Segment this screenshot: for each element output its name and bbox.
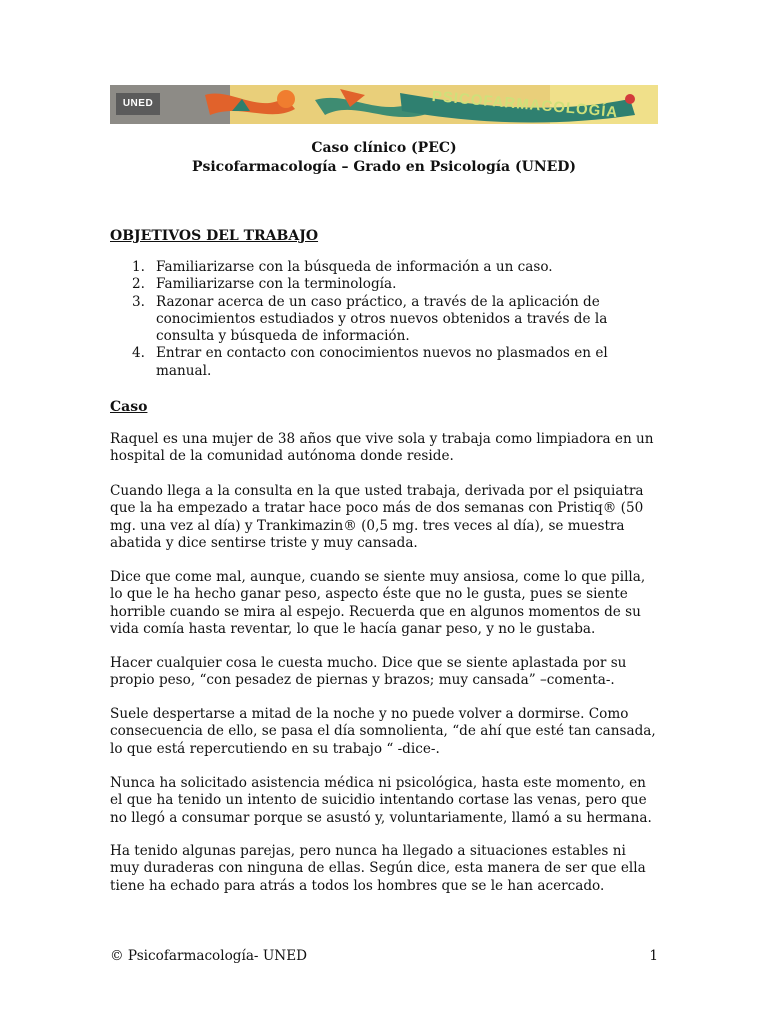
footer-copyright: © Psicofarmacología- UNED	[110, 948, 308, 964]
document-title: Caso clínico (PEC)	[311, 140, 457, 156]
case-paragraph: Hacer cualquier cosa le cuesta mucho. Dice que se siente aplastada por su propio peso, “con pesadez de piernas y brazos; muy cansada” –comenta-.	[110, 655, 627, 689]
list-item-text: Razonar acerca de un caso práctico, a través de la aplicación de conocimientos estudiados y otros nuevos obtenidos a través de la consulta y búsqueda de información.	[156, 293, 608, 345]
case-paragraph: Raquel es una mujer de 38 años que vive sola y trabaja como limpiadora en un hospital de la comunidad autónoma donde reside.	[110, 431, 654, 465]
case-paragraph: Suele despertarse a mitad de la noche y no puede volver a dormirse. Como consecuencia de ello, se pasa el día somnolienta, “de ahí que esté tan cansada, lo que está repercutiendo en su trabajo “ -dice-.	[110, 706, 656, 757]
list-item	[110, 294, 658, 346]
case-paragraph: Dice que come mal, aunque, cuando se siente muy ansiosa, come lo que pilla, lo que le ha hecho ganar peso, aspecto éste que no le gusta, pues se siente horrible cuando se mira al espejo. Recuerda que en algunos momentos de su vida comía hasta reventar, lo que le hacía ganar peso, y no le gustaba.	[110, 569, 646, 637]
list-item-text: Familiarizarse con la búsqueda de información a un caso.	[156, 259, 553, 275]
list-number: 1.	[132, 259, 145, 275]
header-banner	[110, 85, 658, 124]
banner-word: PSICOFARMACOLOGÍA	[431, 87, 619, 122]
objectives-list	[110, 259, 658, 380]
case-paragraph: Cuando llega a la consulta en la que usted trabaja, derivada por el psiquiatra que la ha empezado a tratar hace poco más de dos semanas con Pristiq® (50 mg. una vez al día) y Trankimazin® (0,5 mg. tres veces al día), se muestra abatida y dice sentirse triste y muy cansada.	[110, 483, 644, 551]
objectives-heading: OBJETIVOS DEL TRABAJO	[110, 228, 319, 244]
list-number: 2.	[132, 276, 145, 293]
page-number: 1	[649, 948, 658, 964]
list-item	[110, 345, 658, 380]
list-number: 3.	[132, 293, 145, 310]
list-item-text: Familiarizarse con la terminología.	[156, 276, 397, 293]
case-paragraph: Nunca ha solicitado asistencia médica ni psicológica, hasta este momento, en el que ha tenido un intento de suicidio intentando cortase las venas, pero que no llegó a consumar porque se asustó y, voluntariamente, llamó a su hermana.	[110, 775, 652, 826]
case-paragraph: Ha tenido algunas parejas, pero nunca ha llegado a situaciones estables ni muy duraderas con ninguna de ellas. Según dice, esta manera de ser que ella tiene ha echado para atrás a todos los hombres que se le han acercado.	[110, 843, 646, 894]
list-item	[110, 276, 658, 293]
list-number: 4.	[132, 345, 145, 362]
uned-logo: UNED	[116, 93, 160, 115]
list-item	[110, 259, 658, 276]
case-heading: Caso	[110, 399, 148, 415]
list-item-text: Entrar en contacto con conocimientos nuevos no plasmados en el manual.	[156, 345, 608, 379]
document-subtitle: Psicofarmacología – Grado en Psicología (UNED)	[191, 159, 577, 175]
